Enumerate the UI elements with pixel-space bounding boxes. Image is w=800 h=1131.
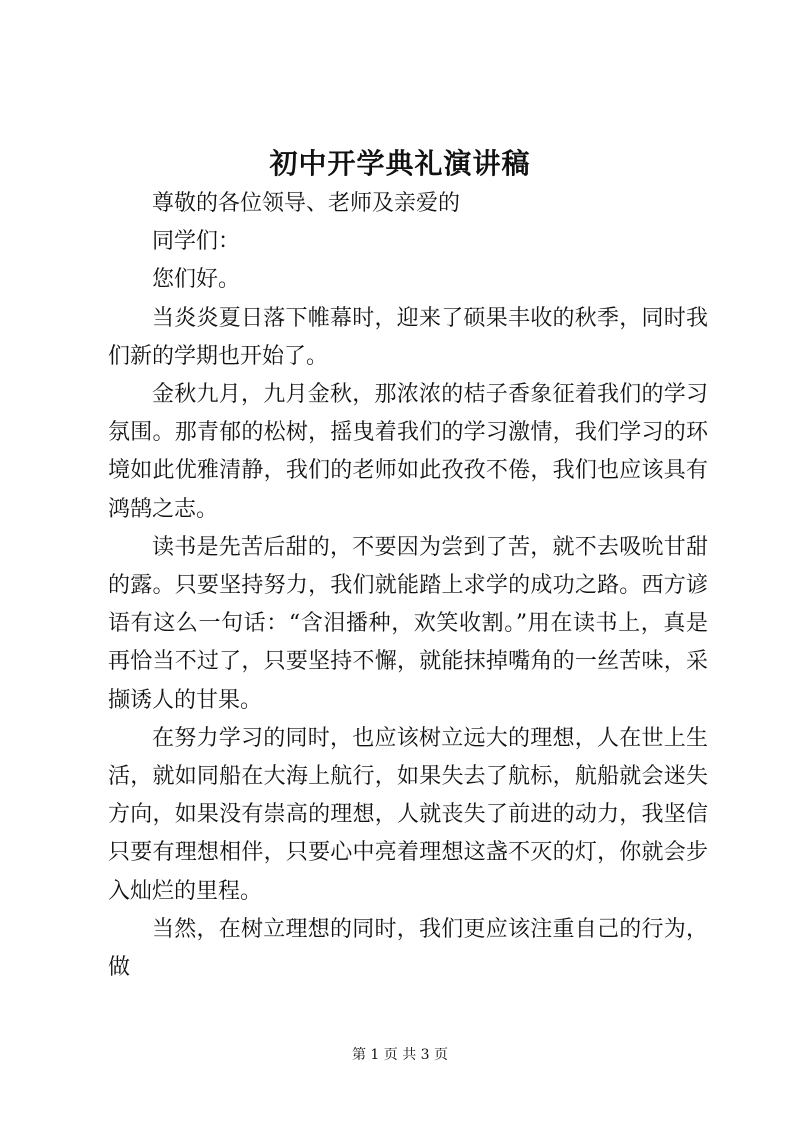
document-title: 初中开学典礼演讲稿 xyxy=(269,147,531,180)
greeting-line: 尊敬的各位领导、老师及亲爱的 xyxy=(152,191,461,216)
body-paragraph: 当然，在树立理想的同时，我们更应该注重自己的行为，做 xyxy=(108,916,708,981)
document-body xyxy=(108,185,708,987)
page-footer: 第 1 页 共 3 页 xyxy=(351,1047,449,1063)
body-paragraph: 在努力学习的同时，也应该树立远大的理想，人在世上生活，就如同船在大海上航行，如果失去了航标，航船就会迷失方向，如果没有崇高的理想，人就丧失了前进的动力，我坚信只要有理想相伴，只要心中亮着理想这盏不灭的灯，你就会步入灿烂的里程。 xyxy=(108,725,708,904)
body-paragraph: 当炎炎夏日落下帷幕时，迎来了硕果丰收的秋季，同时我们新的学期也开始了。 xyxy=(108,305,708,369)
body-paragraph: 金秋九月，九月金秋，那浓浓的桔子香象征着我们的学习氛围。那青郁的松树，摇曳着我们的学习激情，我们学习的环境如此优雅清静，我们的老师如此孜孜不倦，我们也应该具有鸿鹄之志。 xyxy=(108,382,708,522)
greeting-line-continued: 同学们： xyxy=(152,229,241,255)
body-paragraph: 读书是先苦后甜的，不要因为尝到了苦，就不去吸吮甘甜的露。只要坚持努力，我们就能踏上求学的成功之路。西方谚语有这么一句话：“含泪播种，欢笑收割。”用在读书上，真是再恰当不过了，只要坚持不懈，就能抹掉嘴角的一丝苦味，采撷诱人的甘果。 xyxy=(108,534,708,713)
salutation: 您们好。 xyxy=(152,267,241,293)
